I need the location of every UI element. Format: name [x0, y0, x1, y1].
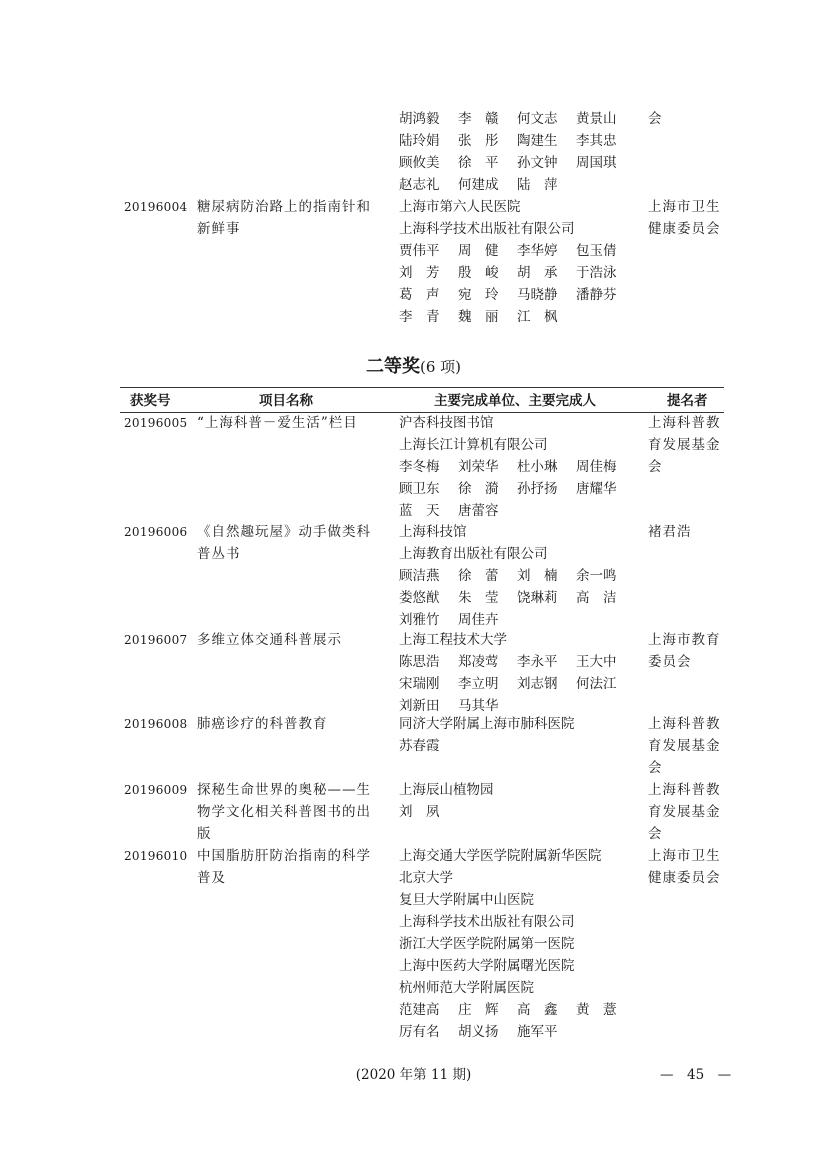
person-name: 李其忠: [576, 133, 617, 149]
person-name: 顾攸美: [399, 155, 440, 171]
units-cell: [399, 713, 635, 757]
header-name: 项目名称: [259, 393, 313, 409]
person-name: 王大中: [576, 654, 617, 670]
people-line: [399, 240, 635, 262]
people-line: [399, 801, 635, 823]
units-cell: [399, 412, 635, 522]
award-id: 20196005: [124, 416, 188, 430]
person-name: 宛 玲: [458, 287, 499, 303]
units-cell: [399, 521, 635, 631]
person-name: 葛 声: [399, 287, 440, 303]
people-line: [399, 565, 635, 587]
nominator: 上海市教育委员会: [648, 632, 721, 670]
person-name: 李永平: [517, 654, 558, 670]
unit-line: 上海中医药大学附属曙光医院: [399, 958, 575, 974]
person-name: 胡鸿毅: [399, 111, 440, 127]
nominator: 上海市卫生健康委员会: [648, 199, 721, 237]
people-line: [399, 456, 635, 478]
people-line: [399, 130, 635, 152]
table-header: [0, 390, 827, 412]
person-name: 黄 薏: [576, 1002, 617, 1018]
person-name: 殷 峻: [458, 265, 499, 281]
unit-line: 北京大学: [399, 870, 453, 886]
award-id: 20196010: [124, 849, 188, 863]
person-name: 潘静芬: [576, 287, 617, 303]
section-count: (6 项): [419, 358, 462, 376]
unit-line: 上海交通大学医学院附属新华医院: [399, 848, 602, 864]
people-line: [399, 262, 635, 284]
person-name: 刘 夙: [399, 804, 440, 820]
person-name: 周佳梅: [576, 459, 617, 475]
person-name: 于浩泳: [576, 265, 617, 281]
person-name: 郑凌莺: [458, 654, 499, 670]
units-cell: [399, 779, 635, 823]
people-line: [399, 587, 635, 609]
unit-line: 上海科技馆: [399, 524, 467, 540]
section-title-text: 二等奖: [365, 356, 420, 377]
unit-line: 杭州师范大学附属医院: [399, 980, 534, 996]
person-name: 高 鑫: [517, 1002, 558, 1018]
nominator: 上海科普教育发展基金会: [648, 415, 721, 475]
person-name: 何文志: [517, 111, 558, 127]
person-name: 蓝 天: [399, 503, 440, 519]
person-name: 贾伟平: [399, 243, 440, 259]
person-name: 徐 蕾: [458, 568, 499, 584]
people-line: [399, 651, 635, 673]
person-name: 顾洁燕: [399, 568, 440, 584]
person-name: 马晓静: [517, 287, 558, 303]
person-name: 孙抒扬: [517, 481, 558, 497]
people-line: [399, 152, 635, 174]
nominator-cell: [648, 108, 728, 130]
units-cell: [399, 845, 635, 1043]
person-name: 魏 丽: [458, 309, 499, 325]
person-name: 胡义扬: [458, 1024, 499, 1040]
project-name: 多维立体交通科普展示: [197, 632, 342, 648]
person-name: 周佳卉: [458, 612, 499, 628]
person-name: 江 枫: [517, 309, 558, 325]
person-name: 杜小琳: [517, 459, 558, 475]
person-name: 陶建生: [517, 133, 558, 149]
person-name: 徐 漪: [458, 481, 499, 497]
unit-line: 上海辰山植物园: [399, 782, 494, 798]
award-id: 20196009: [124, 783, 188, 797]
person-name: 刘新田: [399, 698, 440, 714]
person-name: 刘 芳: [399, 265, 440, 281]
table-top-rule: [120, 387, 724, 388]
units-cell: [399, 629, 635, 717]
people-line: [399, 108, 635, 130]
person-name: 孙文钟: [517, 155, 558, 171]
person-name: 李冬梅: [399, 459, 440, 475]
person-name: 黄景山: [576, 111, 617, 127]
unit-line: 上海工程技术大学: [399, 632, 507, 648]
person-name: 余一鸣: [576, 568, 617, 584]
person-name: 周国琪: [576, 155, 617, 171]
person-name: 庄 辉: [458, 1002, 499, 1018]
person-name: 唐蕾容: [458, 503, 499, 519]
people-line: [399, 500, 635, 522]
person-name: 陆玲娟: [399, 133, 440, 149]
unit-line: 上海市第六人民医院: [399, 199, 521, 215]
person-name: 李 赣: [458, 111, 499, 127]
unit-line: 苏春霞: [399, 738, 440, 754]
award-id: 20196004: [124, 200, 188, 214]
person-name: 饶琳莉: [517, 590, 558, 606]
people-cell: [399, 108, 635, 196]
person-name: 娄悠猷: [399, 590, 440, 606]
person-name: 马其华: [458, 698, 499, 714]
person-name: 徐 平: [458, 155, 499, 171]
project-name: 《自然趣玩屋》动手做类科普丛书: [197, 524, 371, 562]
person-name: 胡 承: [517, 265, 558, 281]
people-line: [399, 174, 635, 196]
page-number: — 45 —: [660, 1067, 732, 1083]
person-name: 范建高: [399, 1002, 440, 1018]
people-line: [399, 999, 635, 1021]
nominator: 上海科普教育发展基金会: [648, 716, 721, 776]
people-line: [399, 1021, 635, 1043]
person-name: 顾卫东: [399, 481, 440, 497]
people-line: [399, 609, 635, 631]
unit-line: 沪杏科技图书馆: [399, 415, 494, 431]
person-name: 周 健: [458, 243, 499, 259]
person-name: 宋瑞刚: [399, 676, 440, 692]
people-line: [399, 306, 635, 328]
person-name: 唐耀华: [576, 481, 617, 497]
person-name: 何法江: [576, 676, 617, 692]
project-name: 糖尿病防治路上的指南针和新鲜事: [197, 199, 371, 237]
units-cell: [399, 196, 635, 328]
project-name: 中国脂肪肝防治指南的科学普及: [197, 848, 371, 886]
person-name: 何建成: [458, 177, 499, 193]
nominator: 褚君浩: [648, 524, 692, 540]
people-line: [399, 478, 635, 500]
person-name: 朱 莹: [458, 590, 499, 606]
project-name: “上海科普－爱生活”栏目: [197, 415, 358, 431]
unit-line: 复旦大学附属中山医院: [399, 892, 534, 908]
people-line: [399, 284, 635, 306]
header-nominator: 提名者: [667, 393, 708, 409]
award-id: 20196008: [124, 717, 188, 731]
project-name: 探秘生命世界的奥秘——生物学文化相关科普图书的出版: [197, 782, 371, 842]
nominator: 上海市卫生健康委员会: [648, 848, 721, 886]
unit-line: 浙江大学医学院附属第一医院: [399, 936, 575, 952]
person-name: 刘志钢: [517, 676, 558, 692]
nominator: 上海科普教育发展基金会: [648, 782, 721, 842]
person-name: 张 彤: [458, 133, 499, 149]
unit-line: 上海科学技术出版社有限公司: [399, 914, 575, 930]
person-name: 赵志礼: [399, 177, 440, 193]
nominator-line: 会: [648, 111, 663, 127]
person-name: 包玉倩: [576, 243, 617, 259]
unit-line: 同济大学附属上海市肺科医院: [399, 716, 575, 732]
person-name: 刘雅竹: [399, 612, 440, 628]
person-name: 陆 萍: [517, 177, 558, 193]
person-name: 高 洁: [576, 590, 617, 606]
unit-line: 上海教育出版社有限公司: [399, 546, 548, 562]
issue-label: (2020 年第 11 期): [355, 1067, 472, 1083]
header-units: 主要完成单位、主要完成人: [434, 393, 596, 409]
person-name: 李华婷: [517, 243, 558, 259]
project-name: 肺癌诊疗的科普教育: [197, 716, 328, 732]
person-name: 李 青: [399, 309, 440, 325]
person-name: 厉有名: [399, 1024, 440, 1040]
award-id: 20196006: [124, 525, 188, 539]
person-name: 陈思浩: [399, 654, 440, 670]
header-id: 获奖号: [130, 393, 171, 409]
unit-line: 上海科学技术出版社有限公司: [399, 221, 575, 237]
person-name: 李立明: [458, 676, 499, 692]
person-name: 刘 楠: [517, 568, 558, 584]
unit-line: 上海长江计算机有限公司: [399, 437, 548, 453]
section-title: [0, 354, 827, 380]
people-line: [399, 673, 635, 695]
person-name: 施军平: [517, 1024, 558, 1040]
person-name: 刘荣华: [458, 459, 499, 475]
award-id: 20196007: [124, 633, 188, 647]
